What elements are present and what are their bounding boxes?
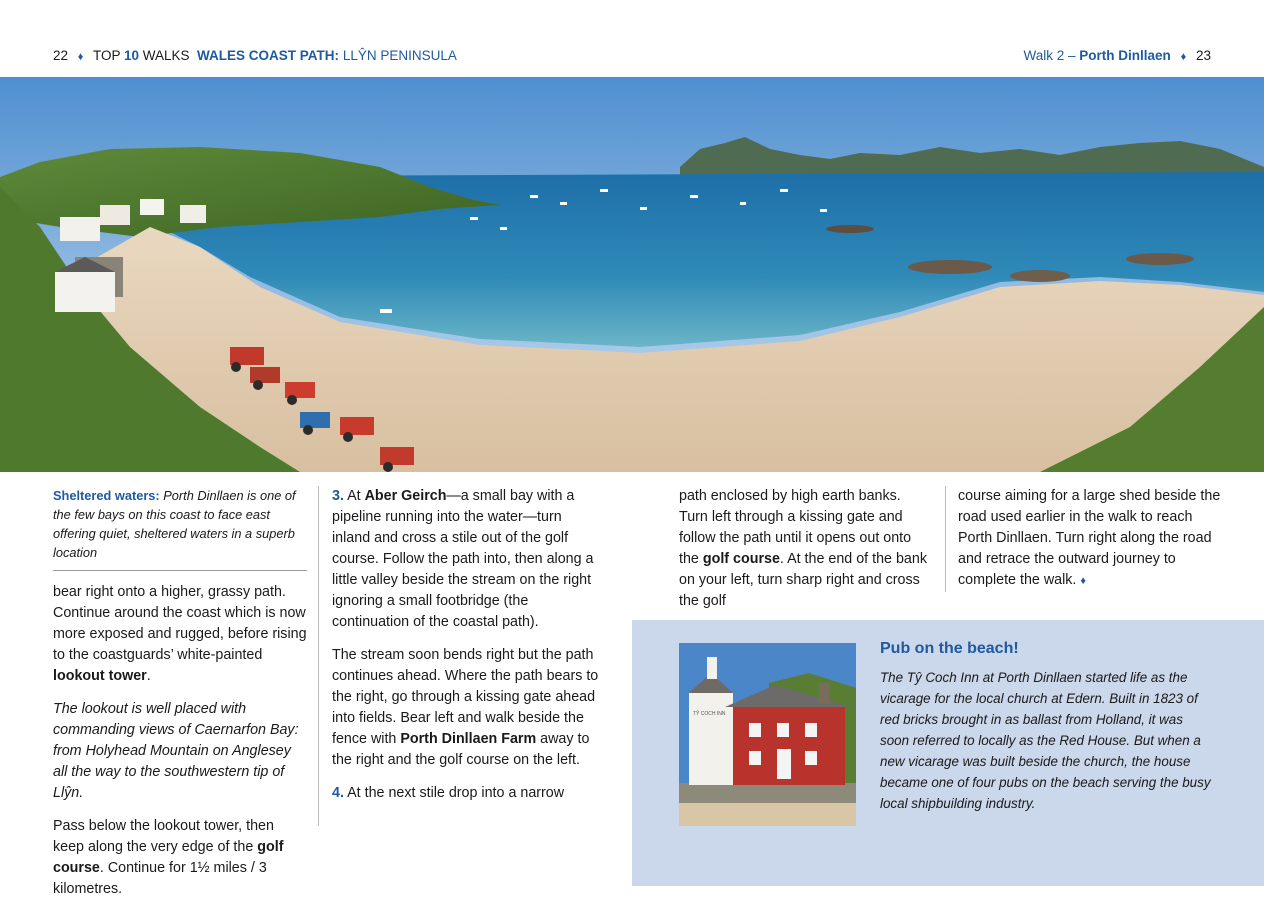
step-text: —a small bay with a pipeline running into the water—turn inland and cross a stile out of the golf course. Follow the path into, then along a little valley beside the stream on the right ignoring a small footbridge (the continuation of the coastal path).	[332, 488, 594, 630]
paragraph	[53, 816, 307, 900]
step-4	[332, 783, 600, 804]
paragraph-text: Pass below the lookout tower, then keep along the very edge of the	[53, 818, 274, 855]
walk-label: Walk 2	[1023, 48, 1065, 63]
right-running-header	[1023, 47, 1211, 66]
paragraph	[53, 582, 307, 687]
diamond-icon: ♦	[1180, 51, 1187, 63]
photo-caption	[53, 486, 307, 571]
paragraph-end: away to the right and the golf course on the left.	[332, 731, 590, 768]
text-column-2	[318, 486, 600, 826]
step-text: At the next stile drop into a narrow	[343, 785, 565, 801]
italic-aside: The lookout is well placed with commanding views of Caernarfon Bay: from Holyhead Mountain on Anglesey all the way to the southwestern tip of Llŷn.	[53, 701, 299, 801]
step-3	[332, 486, 600, 633]
pub-photo	[679, 643, 856, 826]
lookout-tower-term: lookout tower	[53, 668, 147, 684]
header-separator: –	[1068, 48, 1076, 63]
book-title-rest: LLŶN PENINSULA	[342, 48, 457, 63]
paragraph-text: course aiming for a large shed beside the road used earlier in the walk to reach Porth Dinllaen. Turn right along the road and retrace the outward journey to complete the walk.	[958, 488, 1221, 588]
paragraph-text: bear right onto a higher, grassy path. Continue around the coast which is now more exposed and rugged, before rising to the coastguards’ white-painted	[53, 584, 307, 663]
paragraph-end: . Continue for 1½ miles / 3 kilometres.	[53, 860, 267, 897]
text-column-1	[53, 486, 307, 912]
golf-course-term: golf course	[53, 839, 284, 876]
paragraph-text: The stream soon bends right but the path continues ahead. Where the path bears to the right, go through a kissing gate ahead into fields. Bear left and walk beside the fence with	[332, 647, 599, 747]
caption-title: Sheltered waters:	[53, 488, 160, 503]
caption-text: Porth Dinllaen is one of the few bays on this coast to face east offering quiet, sheltered waters in a superb location	[53, 488, 296, 560]
series-number: 10	[123, 48, 139, 63]
golf-course-term: golf course	[702, 551, 780, 567]
paragraph	[332, 645, 600, 771]
paragraph-text: path enclosed by high earth banks. Turn left through a kissing gate and follow the path until it opens out onto the	[679, 488, 912, 567]
diamond-icon: ♦	[77, 51, 84, 63]
paragraph-end: . At the end of the bank on your left, turn sharp right and cross the golf	[679, 551, 927, 609]
text-column-4	[945, 486, 1224, 592]
left-page-number: 22	[53, 48, 69, 63]
end-diamond-icon: ♦	[1080, 575, 1087, 587]
book-title-bold: WALES COAST PATH:	[197, 48, 340, 63]
text-column-3	[679, 486, 933, 624]
pub-sign: TŶ COCH INN	[693, 711, 726, 717]
paragraph	[958, 486, 1224, 592]
right-page-number: 23	[1195, 48, 1211, 63]
hero-photo-porth-dinllaen	[0, 77, 1264, 472]
step-number: 4.	[332, 785, 344, 801]
left-running-header	[53, 47, 457, 66]
pub-illustration	[679, 643, 856, 826]
series-suffix: WALKS	[142, 48, 190, 63]
step-pre: At	[343, 488, 365, 504]
pub-sidebar-box	[632, 620, 1264, 886]
paragraph	[679, 486, 933, 612]
pub-box-title: Pub on the beach!	[880, 640, 1019, 657]
series-prefix: TOP	[92, 48, 121, 63]
pub-box-text: The Tŷ Coch Inn at Porth Dinllaen started life as the vicarage for the local church at Edern. Built in 1823 of red bricks brought in as ballast from Holland, it was soon referred to locally as the Red House. But when a new vicarage was built beside the church, the house became one of four pubs on the beach serving the busy local shipbuilding industry.	[880, 670, 1211, 811]
farm-term: Porth Dinllaen Farm	[400, 731, 537, 747]
aber-geirch-term: Aber Geirch	[364, 488, 447, 504]
paragraph-end: .	[146, 668, 151, 684]
walk-name: Porth Dinllaen	[1079, 48, 1171, 63]
step-number: 3.	[332, 488, 344, 504]
beach-panorama-illustration	[0, 77, 1264, 472]
